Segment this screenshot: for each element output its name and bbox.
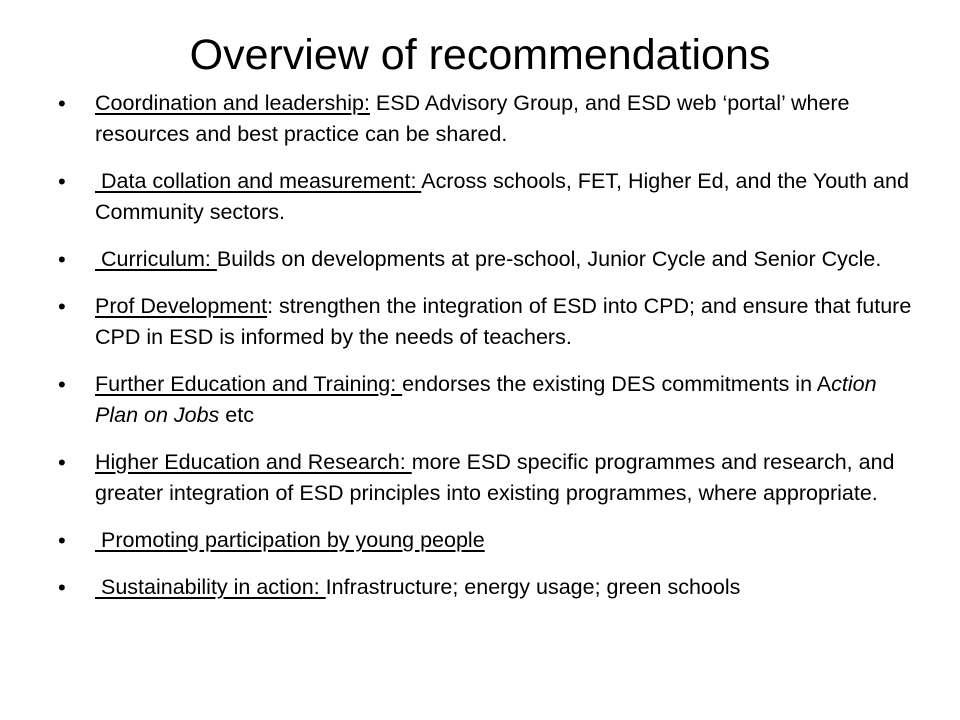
bullet-dot-icon: • [58,247,66,272]
bullet-label: Curriculum: [95,247,217,271]
bullet-dot-icon: • [58,294,66,319]
bullet-dot-icon: • [58,575,66,600]
bullet-label: Promoting participation by young people [95,528,485,552]
bullet-dot-icon: • [58,169,66,194]
bullet-label: Coordination and leadership: [95,91,370,115]
bullet-higher-education [58,447,918,509]
bullet-text-italic: ction Plan on Jobs [95,372,883,427]
bullet-dot-icon: • [58,91,66,116]
bullet-text: endorses the existing DES commitments in A [402,372,832,396]
bullet-text: Across schools, FET, Higher Ed, and the Youth and Community sectors. [95,169,915,224]
bullet-text-tail: etc [219,403,254,427]
bullet-label: Sustainability in action: [95,575,326,599]
bullet-label: Further Education and Training: [95,372,403,396]
bullet-coordination-leadership [58,88,918,150]
bullet-dot-icon: • [58,528,66,553]
bullet-dot-icon: • [58,372,66,397]
bullet-text: : strengthen the integration of ESD into CPD; and ensure that future CPD in ESD is informed by the needs of teachers. [95,294,918,349]
bullet-dot-icon: • [58,450,66,475]
bullet-label: Data collation and measurement: [95,169,422,193]
bullet-label: Prof Development [95,294,268,318]
bullet-label: Higher Education and Research: [95,450,412,474]
bullet-text: ESD Advisory Group, and ESD web ‘portal’ where resources and best practice can be shared. [95,91,856,146]
bullet-sustainability [58,572,918,603]
slide-title: Overview of recommendations [189,31,771,79]
recommendations-list [58,88,918,619]
bullet-data-collation [58,166,918,228]
bullet-text: Infrastructure; energy usage; green schools [325,575,741,599]
bullet-further-education [58,369,918,431]
bullet-text: more ESD specific programmes and research, and greater integration of ESD principles into existing programmes, where appropriate. [95,450,901,505]
bullet-prof-development [58,291,918,353]
bullet-text: Builds on developments at pre-school, Junior Cycle and Senior Cycle. [216,247,882,271]
bullet-promoting-participation [58,525,918,556]
bullet-curriculum [58,244,918,275]
